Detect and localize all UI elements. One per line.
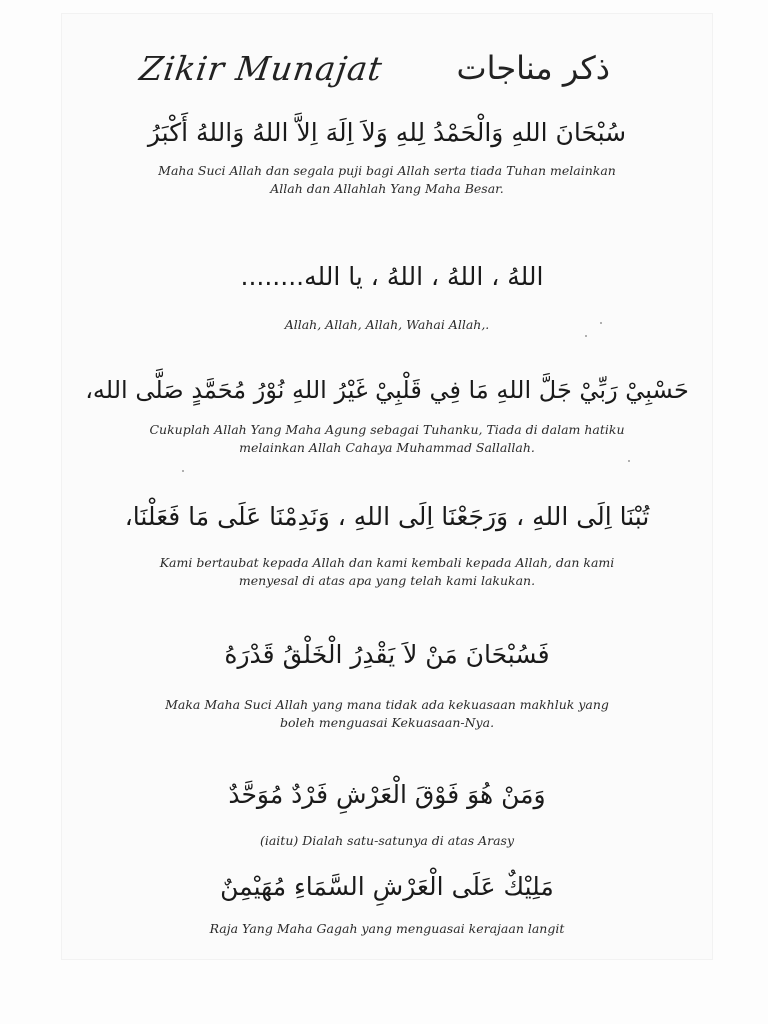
verse-4 — [62, 502, 712, 590]
verse-arabic: وَمَنْ هُوَ فَوْقَ الْعَرْشِ فَرْدٌ مُوَحَّدٌ — [228, 780, 546, 809]
verse-1 — [62, 118, 712, 198]
translation-line: Maka Maha Suci Allah yang mana tidak ada kekuasaan makhluk yang — [165, 697, 609, 712]
verse-5 — [62, 640, 712, 732]
verse-arabic: تُبْنَا اِلَى اللهِ ، وَرَجَعْنَا اِلَى اللهِ ، وَنَدِمْنَا عَلَى مَا فَعَلْنَا، — [124, 502, 650, 531]
verse-translation — [117, 421, 657, 457]
translation-line: Allah, Allah, Allah, Wahai Allah,. — [284, 317, 490, 332]
verse-translation — [127, 696, 647, 732]
verse-arabic: سُبْحَانَ اللهِ وَالْحَمْدُ لِلهِ وَلاَ اِلَهَ اِلاَّ اللهُ وَاللهُ أَكْبَرُ — [147, 118, 627, 147]
verse-2 — [62, 262, 712, 334]
verse-translation — [127, 920, 647, 938]
verse-translation — [127, 832, 647, 850]
translation-line: Kami bertaubat kepada Allah dan kami kembali kepada Allah, dan kami — [159, 555, 615, 570]
verse-6 — [62, 780, 712, 850]
translation-line: menyesal di atas apa yang telah kami lakukan. — [238, 573, 536, 588]
translation-line: Allah dan Allahlah Yang Maha Besar. — [270, 181, 504, 196]
verse-translation — [127, 162, 647, 198]
scan-speck — [600, 322, 602, 324]
scan-speck — [628, 460, 630, 462]
translation-line: Maha Suci Allah dan segala puji bagi Allah serta tiada Tuhan melainkan — [158, 163, 616, 178]
translation-line: (iaitu) Dialah satu-satunya di atas Arasy — [259, 833, 515, 848]
translation-line: Cukuplah Allah Yang Maha Agung sebagai Tuhanku, Tiada di dalam hatiku — [149, 421, 625, 437]
verse-translation — [127, 316, 647, 334]
verse-3 — [62, 376, 712, 457]
verse-arabic: فَسُبْحَانَ مَنْ لاَ يَقْدِرُ الْخَلْقُ قَدْرَهُ — [224, 640, 550, 669]
translation-line: boleh menguasai Kekuasaan-Nya. — [279, 715, 495, 730]
scan-speck — [182, 470, 184, 472]
verse-arabic: حَسْبِيْ رَبِّيْ جَلَّ اللهِ مَا فِي قَلْبِيْ غَيْرُ اللهِ نُوْرُ مُحَمَّدٍ صَلَّى الله، — [85, 376, 689, 404]
translation-line: melainkan Allah Cahaya Muhammad Sallallah. — [239, 439, 535, 455]
title-latin: Zikir Munajat — [137, 48, 386, 88]
title-row — [137, 38, 610, 98]
verse-translation — [127, 554, 647, 590]
scan-speck — [585, 335, 587, 337]
title-arabic: ذكر مناجات — [456, 49, 610, 87]
verse-arabic: اللهُ ، اللهُ ، اللهُ ، يا الله........ — [240, 262, 544, 291]
verse-arabic: مَلِيْكٌ عَلَى الْعَرْشِ السَّمَاءِ مُهَيْمِنٌ — [220, 872, 554, 901]
translation-line: Raja Yang Maha Gagah yang menguasai kerajaan langit — [209, 921, 565, 936]
verse-7 — [62, 872, 712, 938]
